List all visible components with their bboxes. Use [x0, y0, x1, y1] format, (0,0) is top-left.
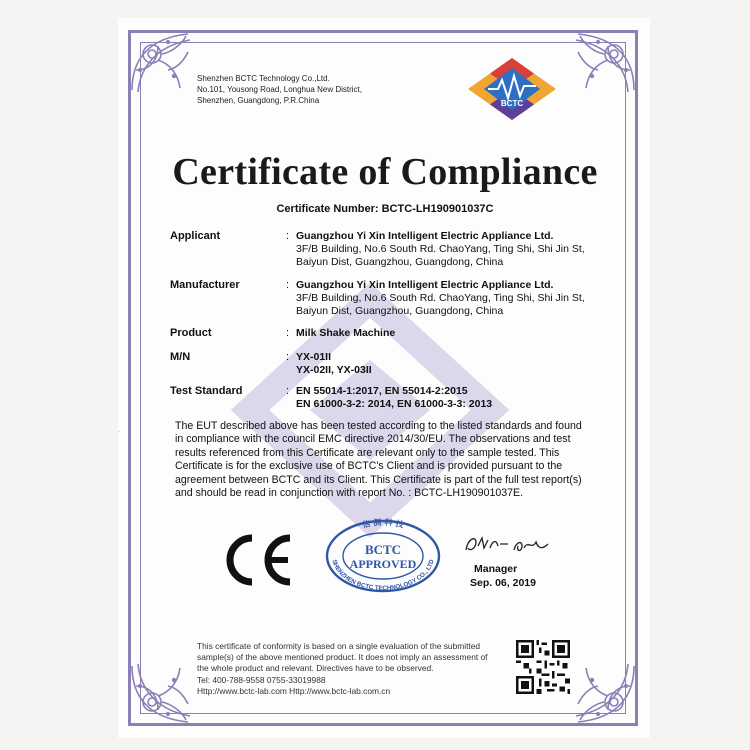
corner-ornament-bottom-right	[566, 654, 638, 726]
applicant-address-line2: Baiyun Dist, Guangzhou, Guangdong, China	[296, 256, 504, 268]
statement-line: in compliance with the council EMC directive 2014/30/EU. The observations and test	[175, 433, 571, 446]
manufacturer-value	[296, 279, 585, 318]
qr-code	[516, 640, 570, 694]
test-standard-line2: EN 61000-3-2: 2014, EN 61000-3-3: 2013	[296, 398, 493, 410]
contact-website: Http://www.bctc-lab.com Http://www.bctc-lab.com.cn	[197, 686, 391, 696]
test-standard-label: Test Standard	[170, 385, 243, 397]
test-standard-separator: :	[286, 385, 290, 397]
signature-date: Sep. 06, 2019	[470, 577, 536, 589]
model-line1: YX-01II	[296, 351, 332, 363]
disclaimer-line: This certificate of conformity is based on a single evaluation of the submitted	[197, 641, 481, 651]
manager-title: Manager	[474, 563, 518, 575]
product-label: Product	[170, 327, 212, 339]
corner-ornament-bottom-left	[128, 654, 200, 726]
applicant-name: Guangzhou Yi Xin Intelligent Electric Appliance Ltd.	[296, 230, 554, 242]
bctc-logo	[466, 56, 558, 122]
model-value	[296, 351, 372, 377]
stamp-center-line2: APPROVED	[349, 557, 417, 571]
disclaimer-line: sample(s) of the above mentioned product. It does not imply an assessment of	[197, 652, 488, 662]
applicant-separator: :	[286, 230, 290, 242]
manager-signature	[462, 528, 554, 560]
contact-tel: Tel: 400-788-9558 0755-33019988	[197, 675, 326, 685]
test-standard-value	[296, 385, 492, 411]
approved-stamp	[324, 518, 442, 594]
contact-info	[197, 675, 390, 697]
issuer-name: Shenzhen BCTC Technology Co.,Ltd.	[197, 74, 330, 83]
disclaimer-line: the whole product and relevant. Directives have to be observed.	[197, 663, 434, 673]
stamp-center-line1: BCTC	[364, 542, 402, 557]
compliance-statement	[175, 420, 603, 500]
logo-text: BCTC	[500, 99, 524, 108]
product-value: Milk Shake Machine	[296, 327, 396, 339]
applicant-value	[296, 230, 585, 269]
approved-stamp-icon	[324, 518, 442, 594]
test-standard-line1: EN 55014-1:2017, EN 55014-2:2015	[296, 385, 468, 397]
ce-mark	[118, 432, 298, 588]
certificate-title: Certificate of Compliance	[172, 151, 598, 193]
manufacturer-address-line1: 3F/B Building, No.6 South Rd. ChaoYang, Ting Shi, Shi Jin St,	[296, 292, 585, 304]
svg-text:信 测 科 技	[361, 518, 405, 530]
manufacturer-label: Manufacturer	[170, 279, 240, 291]
statement-line: and should be read in conjunction with report No. : BCTC-LH190901037E.	[175, 487, 524, 500]
manufacturer-address-line2: Baiyun Dist, Guangzhou, Guangdong, China	[296, 305, 504, 317]
qr-code-icon	[516, 640, 570, 694]
issuer-address-line1: No.101, Yousong Road, Longhua New District,	[197, 85, 362, 94]
stamp-ring-text: SHENZHEN BCTC TECHNOLOGY CO., LTD	[330, 558, 436, 593]
ce-mark-text: CE	[118, 432, 120, 433]
certificate-number: Certificate Number: BCTC-LH190901037C	[276, 203, 494, 215]
signature-scribble-icon	[462, 528, 554, 560]
manufacturer-separator: :	[286, 279, 290, 291]
issuer-block	[197, 73, 362, 106]
corner-ornament-top-right	[566, 30, 638, 102]
corner-ornament-top-left	[128, 30, 200, 102]
stamp-top-text: 信 测 科 技	[361, 518, 405, 530]
bctc-logo-icon	[466, 56, 558, 122]
model-label: M/N	[170, 351, 191, 363]
model-separator: :	[286, 351, 290, 363]
statement-line: results referenced from this Certificate are relevant only to the sample tested. This	[175, 446, 560, 459]
model-line2: YX-02II, YX-03II	[296, 364, 372, 376]
statement-line: Certificate is for the exclusive use of BCTC's Client and is provided pursuant to the	[175, 460, 563, 473]
manufacturer-name: Guangzhou Yi Xin Intelligent Electric Appliance Ltd.	[296, 279, 554, 291]
product-separator: :	[286, 327, 290, 339]
statement-line: agreement between BCTC and its Client. This Certificate is part of the full test report(s)	[175, 473, 582, 486]
issuer-address-line2: Shenzhen, Guangdong, P.R.China	[197, 96, 320, 105]
applicant-address-line1: 3F/B Building, No.6 South Rd. ChaoYang, Ting Shi, Shi Jin St,	[296, 243, 585, 255]
applicant-label: Applicant	[170, 230, 221, 242]
statement-line: The EUT described above has been tested according to the listed standards and found	[175, 420, 582, 432]
disclaimer	[197, 641, 488, 674]
ce-mark-icon	[118, 432, 298, 588]
